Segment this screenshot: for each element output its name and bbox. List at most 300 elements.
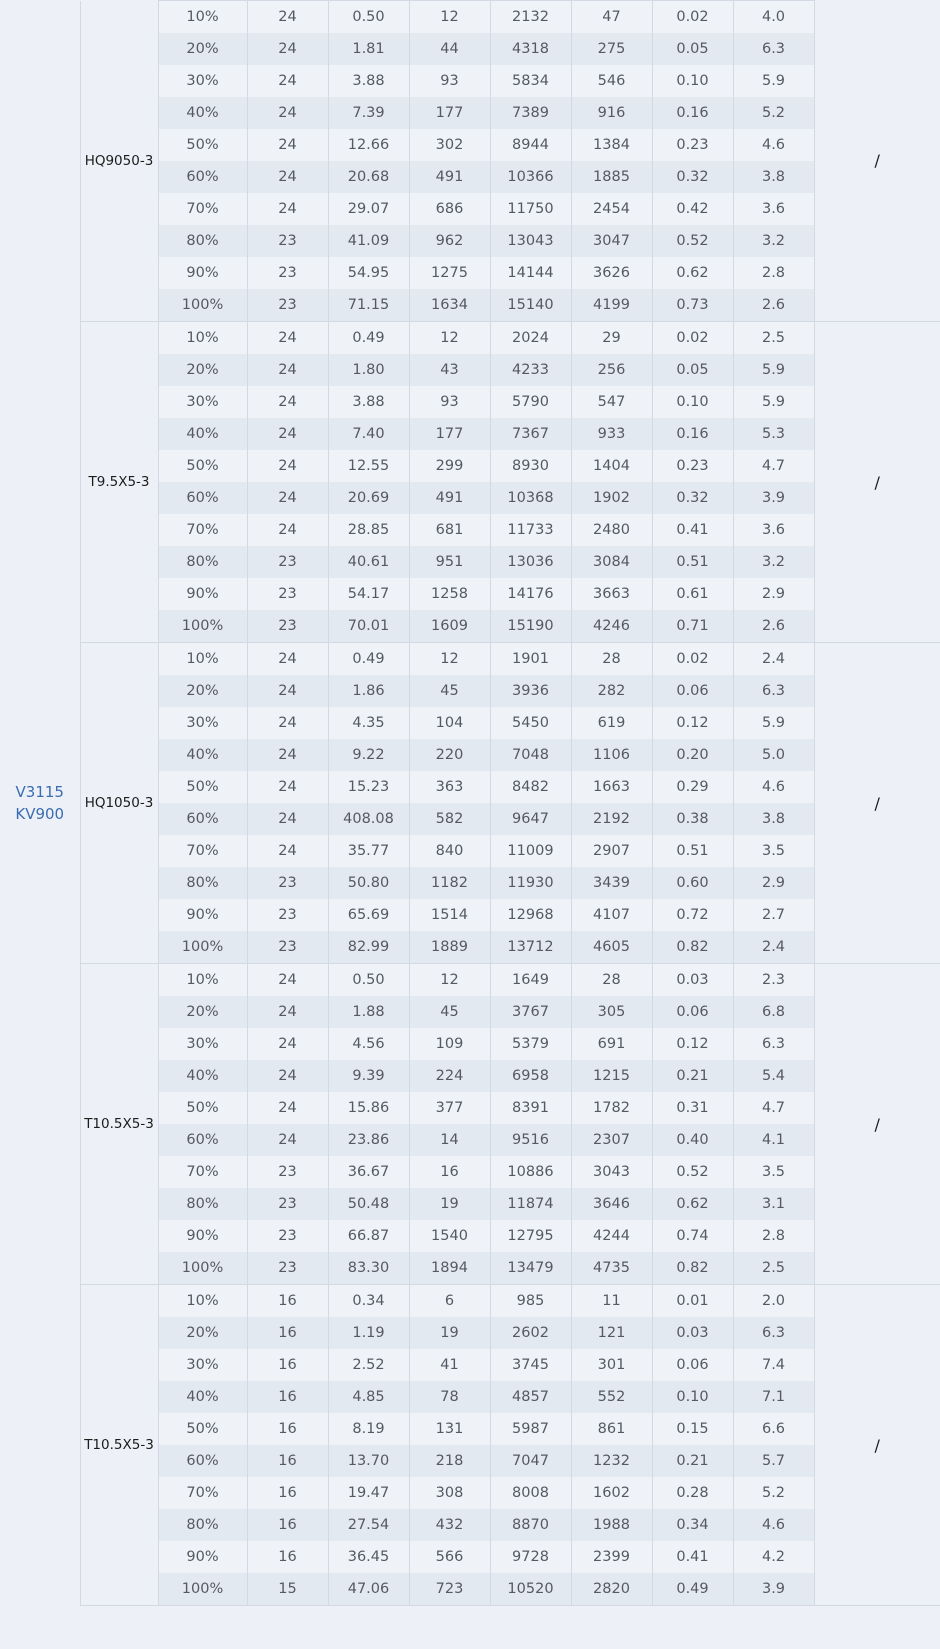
throttle-cell: 50% bbox=[158, 450, 247, 482]
rpm-cell: 1649 bbox=[490, 964, 571, 997]
voltage-cell: 24 bbox=[247, 482, 328, 514]
thrust-cell: 1404 bbox=[571, 450, 652, 482]
throttle-cell: 80% bbox=[158, 546, 247, 578]
torque-cell: 0.03 bbox=[652, 1317, 733, 1349]
torque-cell: 0.49 bbox=[652, 1573, 733, 1606]
throttle-cell: 80% bbox=[158, 1509, 247, 1541]
thrust-cell: 1106 bbox=[571, 739, 652, 771]
torque-cell: 0.12 bbox=[652, 707, 733, 739]
throttle-cell: 40% bbox=[158, 418, 247, 450]
efficiency-cell: 2.4 bbox=[733, 643, 814, 676]
rpm-cell: 4857 bbox=[490, 1381, 571, 1413]
throttle-cell: 30% bbox=[158, 1028, 247, 1060]
throttle-cell: 20% bbox=[158, 675, 247, 707]
current-cell: 41.09 bbox=[328, 225, 409, 257]
thrust-cell: 256 bbox=[571, 354, 652, 386]
voltage-cell: 15 bbox=[247, 1573, 328, 1606]
efficiency-cell: 7.1 bbox=[733, 1381, 814, 1413]
thrust-cell: 1663 bbox=[571, 771, 652, 803]
thrust-cell: 121 bbox=[571, 1317, 652, 1349]
power-cell: 377 bbox=[409, 1092, 490, 1124]
throttle-cell: 80% bbox=[158, 225, 247, 257]
power-cell: 104 bbox=[409, 707, 490, 739]
thrust-cell: 916 bbox=[571, 97, 652, 129]
voltage-cell: 16 bbox=[247, 1285, 328, 1318]
table-row bbox=[0, 322, 940, 355]
torque-cell: 0.52 bbox=[652, 1156, 733, 1188]
throttle-cell: 70% bbox=[158, 193, 247, 225]
throttle-cell: 60% bbox=[158, 803, 247, 835]
voltage-cell: 24 bbox=[247, 65, 328, 97]
voltage-cell: 16 bbox=[247, 1349, 328, 1381]
torque-cell: 0.29 bbox=[652, 771, 733, 803]
efficiency-cell: 2.8 bbox=[733, 1220, 814, 1252]
power-cell: 1889 bbox=[409, 931, 490, 964]
power-cell: 45 bbox=[409, 996, 490, 1028]
voltage-cell: 24 bbox=[247, 1124, 328, 1156]
voltage-cell: 23 bbox=[247, 1252, 328, 1285]
throttle-cell: 100% bbox=[158, 931, 247, 964]
rpm-cell: 985 bbox=[490, 1285, 571, 1318]
current-cell: 7.40 bbox=[328, 418, 409, 450]
throttle-cell: 40% bbox=[158, 1060, 247, 1092]
efficiency-cell: 4.6 bbox=[733, 129, 814, 161]
current-cell: 2.52 bbox=[328, 1349, 409, 1381]
torque-cell: 0.42 bbox=[652, 193, 733, 225]
table-row bbox=[0, 1, 940, 34]
current-cell: 1.86 bbox=[328, 675, 409, 707]
thrust-cell: 547 bbox=[571, 386, 652, 418]
efficiency-cell: 6.3 bbox=[733, 1317, 814, 1349]
power-cell: 93 bbox=[409, 386, 490, 418]
current-cell: 4.35 bbox=[328, 707, 409, 739]
thrust-cell: 301 bbox=[571, 1349, 652, 1381]
power-cell: 131 bbox=[409, 1413, 490, 1445]
efficiency-cell: 5.9 bbox=[733, 707, 814, 739]
power-cell: 1634 bbox=[409, 289, 490, 322]
thrust-cell: 3047 bbox=[571, 225, 652, 257]
voltage-cell: 16 bbox=[247, 1509, 328, 1541]
power-cell: 177 bbox=[409, 97, 490, 129]
throttle-cell: 10% bbox=[158, 643, 247, 676]
rpm-cell: 13043 bbox=[490, 225, 571, 257]
efficiency-cell: 5.9 bbox=[733, 386, 814, 418]
power-cell: 220 bbox=[409, 739, 490, 771]
throttle-cell: 100% bbox=[158, 610, 247, 643]
current-cell: 47.06 bbox=[328, 1573, 409, 1606]
power-cell: 109 bbox=[409, 1028, 490, 1060]
torque-cell: 0.72 bbox=[652, 899, 733, 931]
torque-cell: 0.82 bbox=[652, 931, 733, 964]
torque-cell: 0.06 bbox=[652, 996, 733, 1028]
thrust-cell: 2399 bbox=[571, 1541, 652, 1573]
thrust-cell: 1885 bbox=[571, 161, 652, 193]
voltage-cell: 24 bbox=[247, 675, 328, 707]
efficiency-cell: 6.6 bbox=[733, 1413, 814, 1445]
torque-cell: 0.32 bbox=[652, 161, 733, 193]
propeller-cell: T10.5X5-3 bbox=[80, 964, 158, 1285]
power-cell: 12 bbox=[409, 322, 490, 355]
current-cell: 82.99 bbox=[328, 931, 409, 964]
efficiency-cell: 7.4 bbox=[733, 1349, 814, 1381]
rpm-cell: 10520 bbox=[490, 1573, 571, 1606]
efficiency-cell: 2.9 bbox=[733, 867, 814, 899]
voltage-cell: 24 bbox=[247, 1092, 328, 1124]
power-cell: 16 bbox=[409, 1156, 490, 1188]
throttle-cell: 20% bbox=[158, 33, 247, 65]
efficiency-cell: 5.2 bbox=[733, 1477, 814, 1509]
current-cell: 15.86 bbox=[328, 1092, 409, 1124]
voltage-cell: 24 bbox=[247, 129, 328, 161]
torque-cell: 0.41 bbox=[652, 1541, 733, 1573]
rpm-cell: 10368 bbox=[490, 482, 571, 514]
rpm-cell: 9728 bbox=[490, 1541, 571, 1573]
efficiency-cell: 5.2 bbox=[733, 97, 814, 129]
rpm-cell: 6958 bbox=[490, 1060, 571, 1092]
throttle-cell: 100% bbox=[158, 289, 247, 322]
power-cell: 1182 bbox=[409, 867, 490, 899]
power-cell: 12 bbox=[409, 1, 490, 34]
torque-cell: 0.38 bbox=[652, 803, 733, 835]
voltage-cell: 24 bbox=[247, 450, 328, 482]
power-cell: 299 bbox=[409, 450, 490, 482]
efficiency-cell: 2.8 bbox=[733, 257, 814, 289]
current-cell: 4.56 bbox=[328, 1028, 409, 1060]
rpm-cell: 3745 bbox=[490, 1349, 571, 1381]
efficiency-cell: 2.5 bbox=[733, 1252, 814, 1285]
efficiency-cell: 3.8 bbox=[733, 161, 814, 193]
thrust-cell: 691 bbox=[571, 1028, 652, 1060]
current-cell: 83.30 bbox=[328, 1252, 409, 1285]
current-cell: 66.87 bbox=[328, 1220, 409, 1252]
torque-cell: 0.23 bbox=[652, 450, 733, 482]
throttle-cell: 80% bbox=[158, 1188, 247, 1220]
thrust-cell: 2480 bbox=[571, 514, 652, 546]
torque-cell: 0.16 bbox=[652, 97, 733, 129]
torque-cell: 0.01 bbox=[652, 1285, 733, 1318]
thrust-cell: 861 bbox=[571, 1413, 652, 1445]
current-cell: 54.95 bbox=[328, 257, 409, 289]
rpm-cell: 7048 bbox=[490, 739, 571, 771]
efficiency-cell: 3.9 bbox=[733, 1573, 814, 1606]
thrust-cell: 4107 bbox=[571, 899, 652, 931]
thrust-cell: 1782 bbox=[571, 1092, 652, 1124]
voltage-cell: 24 bbox=[247, 418, 328, 450]
thrust-cell: 3663 bbox=[571, 578, 652, 610]
power-cell: 78 bbox=[409, 1381, 490, 1413]
voltage-cell: 24 bbox=[247, 193, 328, 225]
power-cell: 491 bbox=[409, 482, 490, 514]
thrust-cell: 2454 bbox=[571, 193, 652, 225]
efficiency-cell: 6.3 bbox=[733, 675, 814, 707]
current-cell: 36.67 bbox=[328, 1156, 409, 1188]
throttle-cell: 20% bbox=[158, 1317, 247, 1349]
throttle-cell: 10% bbox=[158, 322, 247, 355]
current-cell: 36.45 bbox=[328, 1541, 409, 1573]
voltage-cell: 23 bbox=[247, 1188, 328, 1220]
efficiency-cell: 3.5 bbox=[733, 1156, 814, 1188]
thrust-cell: 11 bbox=[571, 1285, 652, 1318]
current-cell: 27.54 bbox=[328, 1509, 409, 1541]
throttle-cell: 70% bbox=[158, 1156, 247, 1188]
efficiency-cell: 2.9 bbox=[733, 578, 814, 610]
current-cell: 4.85 bbox=[328, 1381, 409, 1413]
rpm-cell: 7389 bbox=[490, 97, 571, 129]
throttle-cell: 30% bbox=[158, 386, 247, 418]
thrust-cell: 3439 bbox=[571, 867, 652, 899]
power-cell: 1514 bbox=[409, 899, 490, 931]
rpm-cell: 11930 bbox=[490, 867, 571, 899]
torque-cell: 0.34 bbox=[652, 1509, 733, 1541]
power-cell: 224 bbox=[409, 1060, 490, 1092]
voltage-cell: 23 bbox=[247, 257, 328, 289]
voltage-cell: 24 bbox=[247, 386, 328, 418]
thrust-cell: 933 bbox=[571, 418, 652, 450]
torque-cell: 0.10 bbox=[652, 386, 733, 418]
voltage-cell: 24 bbox=[247, 33, 328, 65]
throttle-cell: 40% bbox=[158, 97, 247, 129]
torque-cell: 0.02 bbox=[652, 322, 733, 355]
rpm-cell: 2024 bbox=[490, 322, 571, 355]
rpm-cell: 15140 bbox=[490, 289, 571, 322]
throttle-cell: 50% bbox=[158, 771, 247, 803]
voltage-cell: 23 bbox=[247, 546, 328, 578]
propeller-cell: T9.5X5-3 bbox=[80, 322, 158, 643]
throttle-cell: 10% bbox=[158, 1, 247, 34]
current-cell: 9.22 bbox=[328, 739, 409, 771]
voltage-cell: 24 bbox=[247, 322, 328, 355]
note-cell: / bbox=[814, 1285, 940, 1606]
voltage-cell: 24 bbox=[247, 97, 328, 129]
power-cell: 19 bbox=[409, 1317, 490, 1349]
voltage-cell: 24 bbox=[247, 1028, 328, 1060]
throttle-cell: 70% bbox=[158, 835, 247, 867]
thrust-cell: 1215 bbox=[571, 1060, 652, 1092]
efficiency-cell: 5.9 bbox=[733, 354, 814, 386]
table-row bbox=[0, 643, 940, 676]
power-cell: 582 bbox=[409, 803, 490, 835]
propeller-cell: T10.5X5-3 bbox=[80, 1285, 158, 1606]
efficiency-cell: 4.7 bbox=[733, 450, 814, 482]
power-cell: 177 bbox=[409, 418, 490, 450]
current-cell: 50.80 bbox=[328, 867, 409, 899]
throttle-cell: 100% bbox=[158, 1573, 247, 1606]
rpm-cell: 2132 bbox=[490, 1, 571, 34]
voltage-cell: 24 bbox=[247, 1060, 328, 1092]
note-cell: / bbox=[814, 643, 940, 964]
voltage-cell: 24 bbox=[247, 1, 328, 34]
table-row bbox=[0, 964, 940, 997]
current-cell: 20.69 bbox=[328, 482, 409, 514]
note-cell: / bbox=[814, 1, 940, 322]
power-cell: 1540 bbox=[409, 1220, 490, 1252]
voltage-cell: 24 bbox=[247, 643, 328, 676]
throttle-cell: 30% bbox=[158, 1349, 247, 1381]
current-cell: 23.86 bbox=[328, 1124, 409, 1156]
torque-cell: 0.05 bbox=[652, 354, 733, 386]
throttle-cell: 90% bbox=[158, 1220, 247, 1252]
efficiency-cell: 5.0 bbox=[733, 739, 814, 771]
thrust-cell: 2192 bbox=[571, 803, 652, 835]
current-cell: 0.49 bbox=[328, 322, 409, 355]
thrust-cell: 546 bbox=[571, 65, 652, 97]
efficiency-cell: 3.6 bbox=[733, 193, 814, 225]
thrust-cell: 1988 bbox=[571, 1509, 652, 1541]
current-cell: 12.55 bbox=[328, 450, 409, 482]
power-cell: 681 bbox=[409, 514, 490, 546]
rpm-cell: 11874 bbox=[490, 1188, 571, 1220]
torque-cell: 0.40 bbox=[652, 1124, 733, 1156]
current-cell: 3.88 bbox=[328, 65, 409, 97]
torque-cell: 0.62 bbox=[652, 257, 733, 289]
torque-cell: 0.03 bbox=[652, 964, 733, 997]
current-cell: 28.85 bbox=[328, 514, 409, 546]
efficiency-cell: 6.3 bbox=[733, 1028, 814, 1060]
rpm-cell: 8482 bbox=[490, 771, 571, 803]
rpm-cell: 12795 bbox=[490, 1220, 571, 1252]
rpm-cell: 3936 bbox=[490, 675, 571, 707]
power-cell: 1258 bbox=[409, 578, 490, 610]
table-row bbox=[0, 1285, 940, 1318]
current-cell: 65.69 bbox=[328, 899, 409, 931]
torque-cell: 0.31 bbox=[652, 1092, 733, 1124]
current-cell: 0.49 bbox=[328, 643, 409, 676]
throttle-cell: 50% bbox=[158, 1413, 247, 1445]
rpm-cell: 13479 bbox=[490, 1252, 571, 1285]
throttle-cell: 60% bbox=[158, 1445, 247, 1477]
rpm-cell: 10886 bbox=[490, 1156, 571, 1188]
propeller-cell: HQ1050-3 bbox=[80, 643, 158, 964]
power-cell: 93 bbox=[409, 65, 490, 97]
throttle-cell: 60% bbox=[158, 161, 247, 193]
current-cell: 9.39 bbox=[328, 1060, 409, 1092]
voltage-cell: 23 bbox=[247, 899, 328, 931]
rpm-cell: 1901 bbox=[490, 643, 571, 676]
thrust-cell: 1602 bbox=[571, 1477, 652, 1509]
throttle-cell: 10% bbox=[158, 964, 247, 997]
efficiency-cell: 5.9 bbox=[733, 65, 814, 97]
table-body bbox=[0, 1, 940, 1606]
power-cell: 566 bbox=[409, 1541, 490, 1573]
rpm-cell: 9647 bbox=[490, 803, 571, 835]
torque-cell: 0.61 bbox=[652, 578, 733, 610]
throttle-cell: 30% bbox=[158, 65, 247, 97]
torque-cell: 0.06 bbox=[652, 675, 733, 707]
voltage-cell: 24 bbox=[247, 739, 328, 771]
throttle-cell: 40% bbox=[158, 1381, 247, 1413]
throttle-cell: 70% bbox=[158, 514, 247, 546]
power-cell: 363 bbox=[409, 771, 490, 803]
note-cell: / bbox=[814, 964, 940, 1285]
rpm-cell: 8008 bbox=[490, 1477, 571, 1509]
power-cell: 12 bbox=[409, 643, 490, 676]
rpm-cell: 15190 bbox=[490, 610, 571, 643]
efficiency-cell: 4.0 bbox=[733, 1, 814, 34]
rpm-cell: 4233 bbox=[490, 354, 571, 386]
motor-model-cell bbox=[0, 1, 80, 1606]
rpm-cell: 10366 bbox=[490, 161, 571, 193]
torque-cell: 0.71 bbox=[652, 610, 733, 643]
voltage-cell: 23 bbox=[247, 867, 328, 899]
throttle-cell: 60% bbox=[158, 1124, 247, 1156]
current-cell: 20.68 bbox=[328, 161, 409, 193]
efficiency-cell: 4.2 bbox=[733, 1541, 814, 1573]
throttle-cell: 10% bbox=[158, 1285, 247, 1318]
torque-cell: 0.21 bbox=[652, 1060, 733, 1092]
power-cell: 14 bbox=[409, 1124, 490, 1156]
throttle-cell: 40% bbox=[158, 739, 247, 771]
thrust-cell: 2307 bbox=[571, 1124, 652, 1156]
voltage-cell: 23 bbox=[247, 610, 328, 643]
throttle-cell: 20% bbox=[158, 354, 247, 386]
efficiency-cell: 3.1 bbox=[733, 1188, 814, 1220]
throttle-cell: 90% bbox=[158, 578, 247, 610]
rpm-cell: 5834 bbox=[490, 65, 571, 97]
efficiency-cell: 2.4 bbox=[733, 931, 814, 964]
efficiency-cell: 4.7 bbox=[733, 1092, 814, 1124]
rpm-cell: 5987 bbox=[490, 1413, 571, 1445]
voltage-cell: 23 bbox=[247, 225, 328, 257]
torque-cell: 0.12 bbox=[652, 1028, 733, 1060]
thrust-cell: 3626 bbox=[571, 257, 652, 289]
torque-cell: 0.05 bbox=[652, 33, 733, 65]
rpm-cell: 5450 bbox=[490, 707, 571, 739]
voltage-cell: 23 bbox=[247, 578, 328, 610]
thrust-cell: 282 bbox=[571, 675, 652, 707]
rpm-cell: 13036 bbox=[490, 546, 571, 578]
torque-cell: 0.10 bbox=[652, 65, 733, 97]
rpm-cell: 5790 bbox=[490, 386, 571, 418]
voltage-cell: 24 bbox=[247, 835, 328, 867]
throttle-cell: 60% bbox=[158, 482, 247, 514]
torque-cell: 0.20 bbox=[652, 739, 733, 771]
throttle-cell: 80% bbox=[158, 867, 247, 899]
rpm-cell: 12968 bbox=[490, 899, 571, 931]
throttle-cell: 100% bbox=[158, 1252, 247, 1285]
power-cell: 218 bbox=[409, 1445, 490, 1477]
motor-model-line: V3115 bbox=[15, 783, 64, 801]
current-cell: 7.39 bbox=[328, 97, 409, 129]
current-cell: 15.23 bbox=[328, 771, 409, 803]
torque-cell: 0.28 bbox=[652, 1477, 733, 1509]
power-cell: 840 bbox=[409, 835, 490, 867]
efficiency-cell: 2.7 bbox=[733, 899, 814, 931]
power-cell: 41 bbox=[409, 1349, 490, 1381]
voltage-cell: 23 bbox=[247, 1220, 328, 1252]
power-cell: 951 bbox=[409, 546, 490, 578]
efficiency-cell: 4.6 bbox=[733, 1509, 814, 1541]
thrust-cell: 4246 bbox=[571, 610, 652, 643]
power-cell: 686 bbox=[409, 193, 490, 225]
thrust-cell: 3043 bbox=[571, 1156, 652, 1188]
rpm-cell: 8930 bbox=[490, 450, 571, 482]
torque-cell: 0.52 bbox=[652, 225, 733, 257]
voltage-cell: 24 bbox=[247, 161, 328, 193]
efficiency-cell: 4.6 bbox=[733, 771, 814, 803]
efficiency-cell: 2.5 bbox=[733, 322, 814, 355]
rpm-cell: 8870 bbox=[490, 1509, 571, 1541]
thrust-cell: 3084 bbox=[571, 546, 652, 578]
thrust-cell: 4244 bbox=[571, 1220, 652, 1252]
current-cell: 29.07 bbox=[328, 193, 409, 225]
efficiency-cell: 2.6 bbox=[733, 610, 814, 643]
efficiency-cell: 2.3 bbox=[733, 964, 814, 997]
torque-cell: 0.51 bbox=[652, 835, 733, 867]
power-cell: 308 bbox=[409, 1477, 490, 1509]
current-cell: 19.47 bbox=[328, 1477, 409, 1509]
rpm-cell: 14144 bbox=[490, 257, 571, 289]
thrust-cell: 4735 bbox=[571, 1252, 652, 1285]
